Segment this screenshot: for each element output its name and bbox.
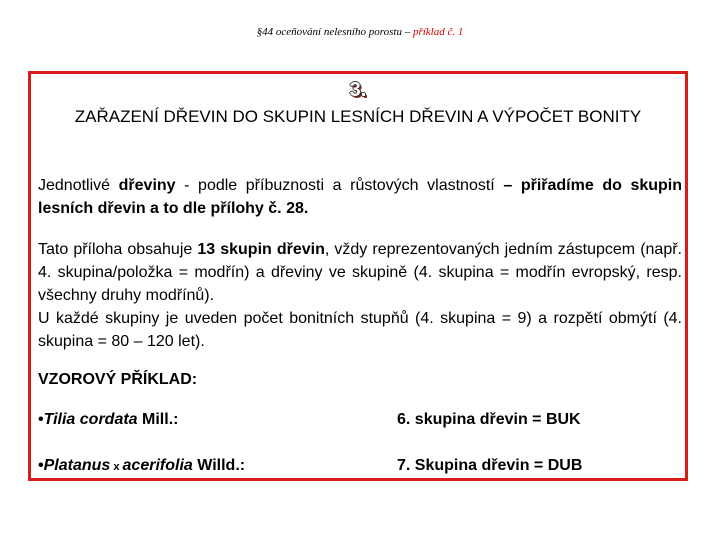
example-1-result: 6. skupina dřevin = BUK [397, 411, 581, 428]
bullet: • [38, 457, 44, 474]
p2-text-3: U každé skupiny je uveden počet bonitních stupňů (4. skupina = 9) a rozpětí obmýtí (4. skupina = 80 – 120 let). [38, 310, 682, 350]
example-2-result: 7. Skupina dřevin = DUB [397, 457, 583, 474]
slide-header [0, 26, 720, 38]
p1-bold-1: dřeviny [118, 177, 176, 194]
step-number: 3. [349, 79, 367, 101]
hybrid-cross: x [110, 461, 123, 473]
species-name-italic: Platanus [43, 457, 111, 474]
species-author: Mill.: [137, 411, 179, 428]
example-heading: VZOROVÝ PŘÍKLAD: [38, 371, 198, 388]
paragraph-2 [38, 238, 682, 353]
p2-bold-1: 13 skupin dřevin [197, 241, 325, 258]
bullet: • [38, 411, 44, 428]
content-frame [28, 71, 688, 481]
p2-text-2: , vždy reprezentovaných jedním zástupcem (např. 4. skupina/položka = modřín) a dřeviny ve skupině (4. skupina = modřín evropský, resp. všechny druhy modřínů). [38, 241, 682, 304]
species-name-italic-2: acerifolia [122, 457, 193, 474]
example-1-species [38, 411, 178, 429]
species-author: Willd.: [192, 457, 246, 474]
example-2-species [38, 457, 245, 475]
slide-title: ZAŘAZENÍ DŘEVIN DO SKUPIN LESNÍCH DŘEVIN A VÝPOČET BONITY [74, 107, 642, 126]
p1-bold-2: – přiřadíme do skupin lesních dřevin a to dle přílohy č. 28. [38, 177, 683, 217]
p1-text-1: Jednotlivé [38, 177, 119, 194]
p2-text-1: Tato příloha obsahuje [38, 241, 198, 258]
paragraph-1 [38, 174, 682, 220]
header-highlight: příklad č. 1 [412, 26, 464, 38]
p1-text-2: - podle příbuznosti a růstových vlastností [175, 177, 504, 194]
header-text: §44 oceňování nelesního porostu – [256, 26, 413, 38]
species-name-italic: Tilia cordata [43, 411, 138, 428]
